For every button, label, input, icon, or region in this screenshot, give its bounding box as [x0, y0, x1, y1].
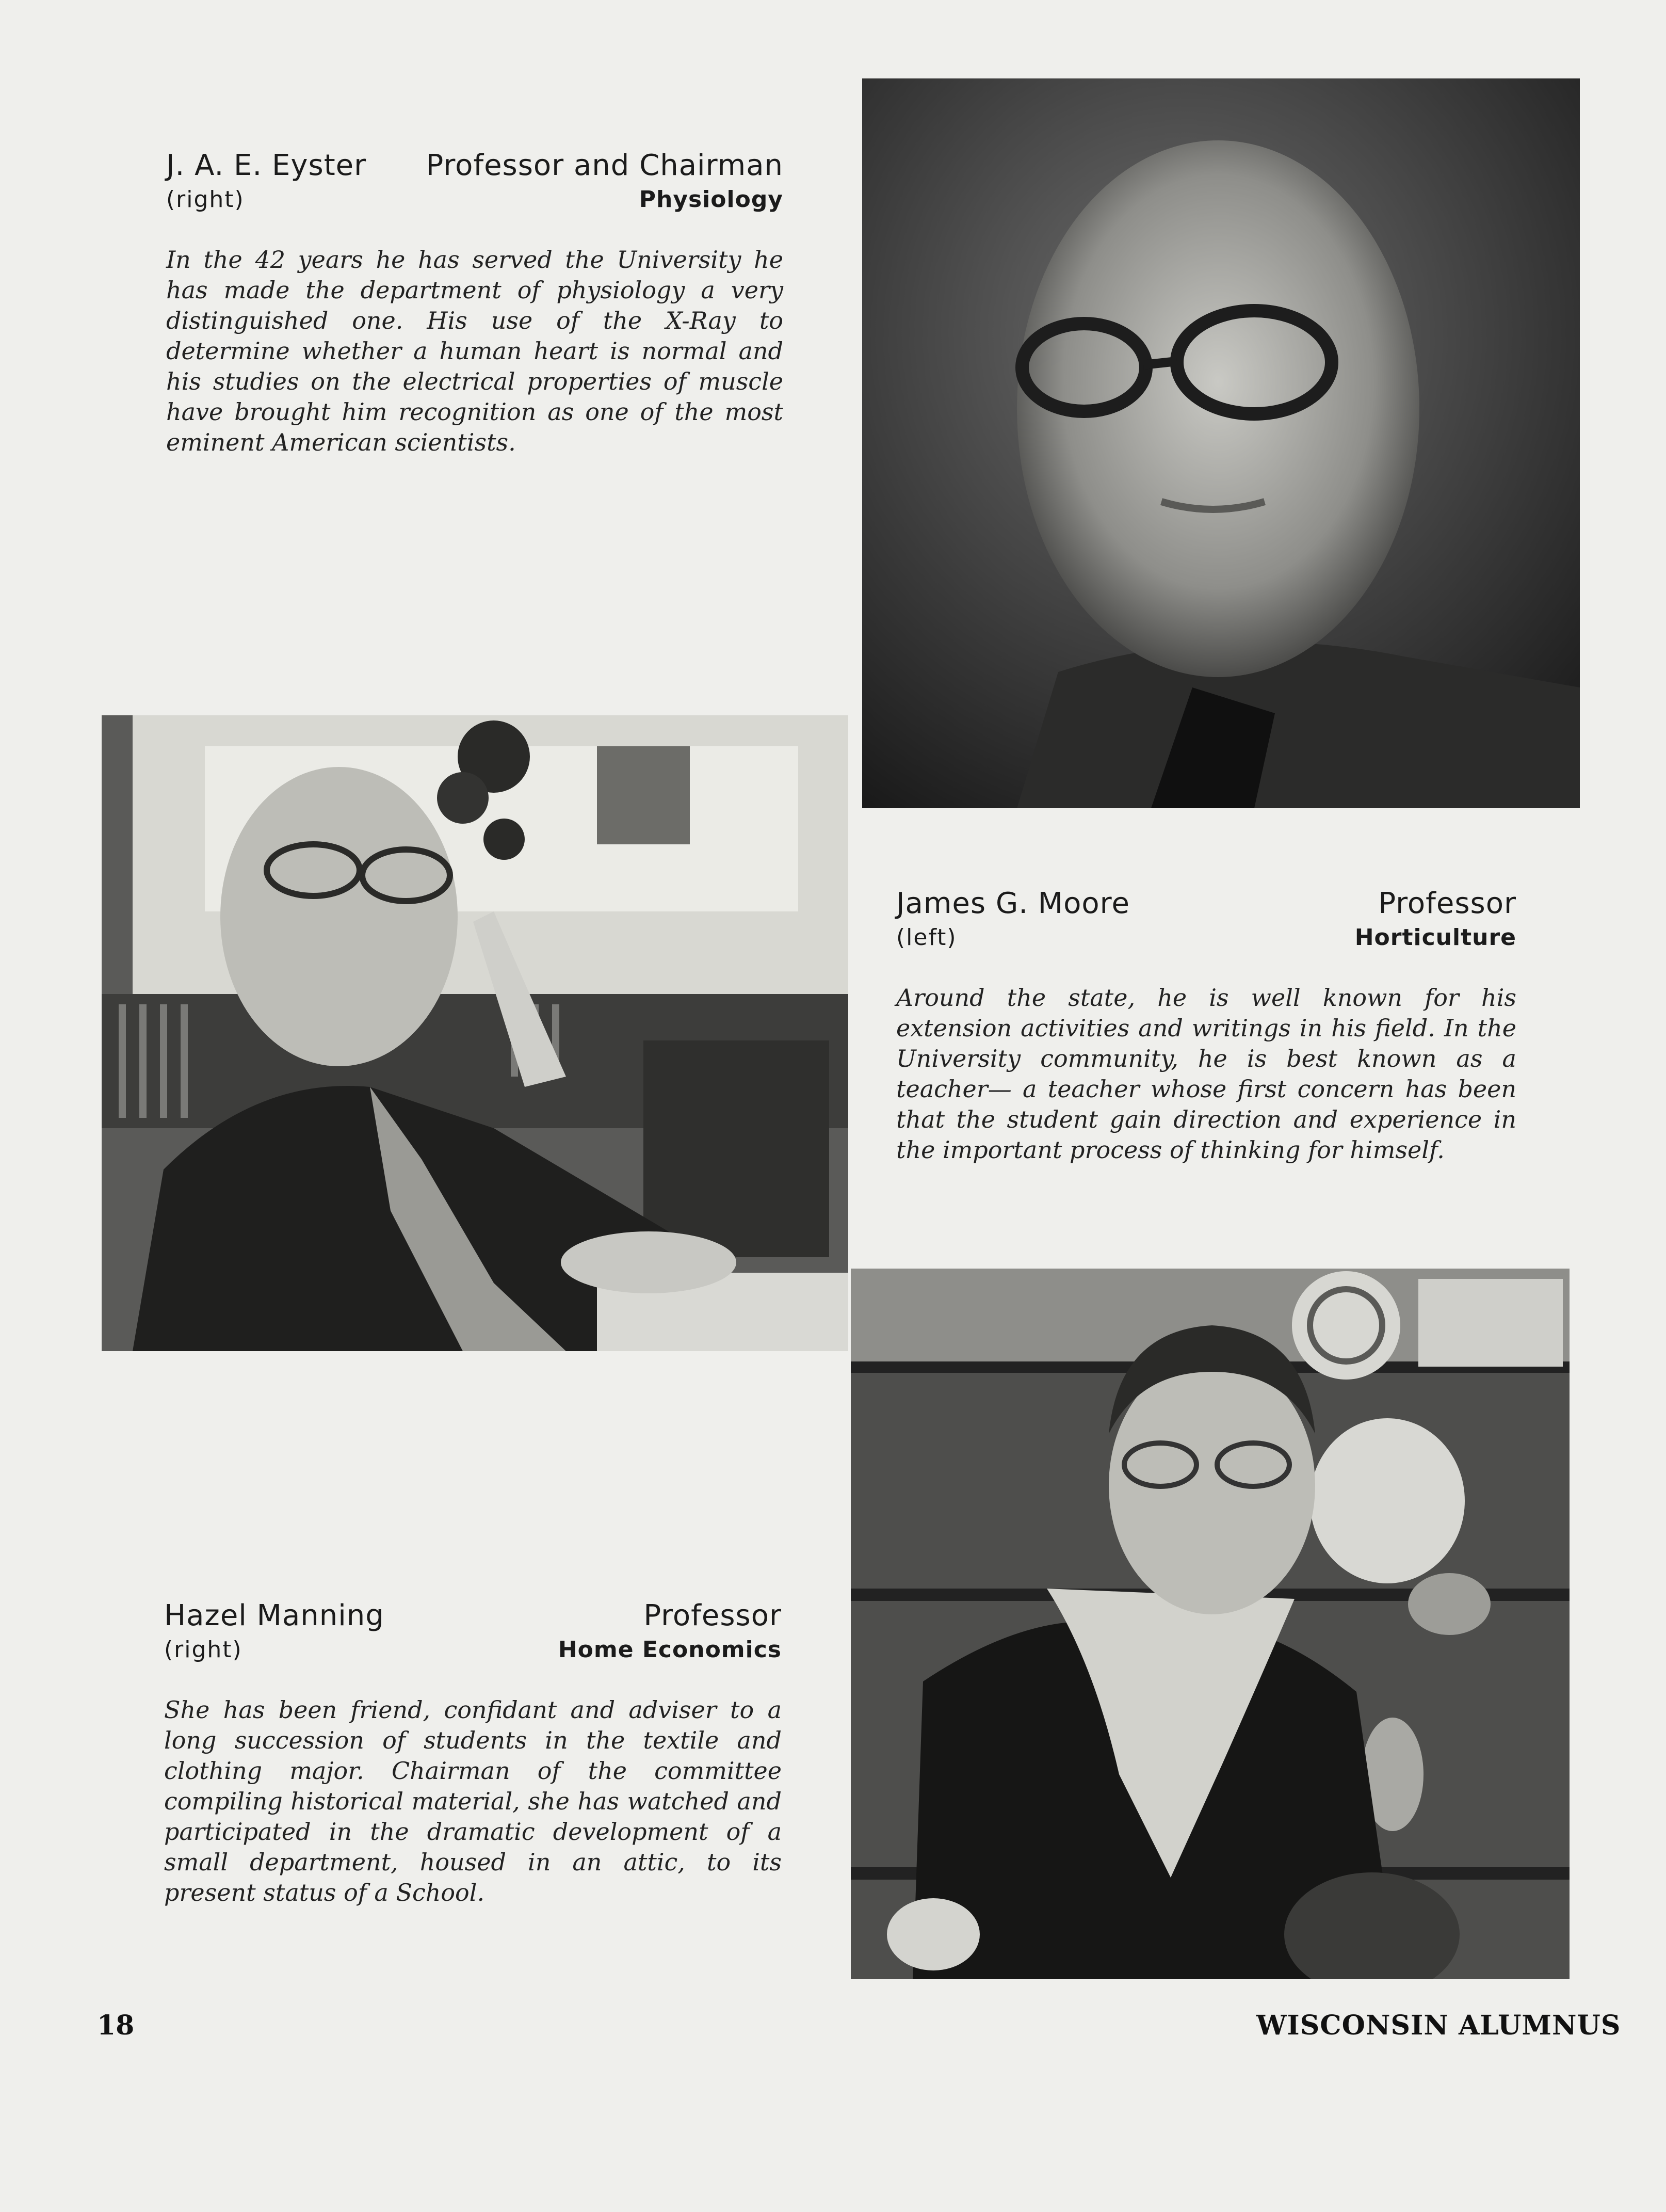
- profile-department: Horticulture: [1354, 924, 1516, 951]
- profile-name: Hazel Manning: [164, 1599, 384, 1632]
- bio-moore: [896, 887, 1516, 1165]
- profile-title: Professor and Chairman: [426, 149, 783, 182]
- profile-text: Around the state, he is well known for his extension activities and writings in his field. In the University community, he is best known as a teacher— a teacher whose first concern has been that the student gain direction and experience in the important process of thinking for himself.: [896, 984, 1516, 1164]
- profile-position: (right): [164, 1637, 242, 1663]
- profile-name: James G. Moore: [896, 887, 1130, 920]
- bio-eyster: [166, 149, 783, 458]
- profile-title: Professor: [1378, 887, 1516, 920]
- page-number: 18: [97, 2010, 135, 2041]
- profile-department: Physiology: [639, 186, 783, 213]
- magazine-name: WISCONSIN ALUMNUS: [1256, 2010, 1621, 2041]
- profile-text: In the 42 years he has served the University he has made the department of physiology a very distinguished one. His use of the X-Ray to determine whether a human heart is normal and his studies on the electrical properties of muscle have brought him recognition as one of the most eminent American scientists.: [166, 246, 783, 456]
- bio-manning: [164, 1599, 782, 1908]
- profile-name: J. A. E. Eyster: [166, 149, 367, 182]
- profile-position: (right): [166, 186, 245, 213]
- portrait-photo-eyster: [862, 78, 1580, 808]
- portrait-photo-manning: [851, 1269, 1570, 1979]
- profile-text: She has been friend, confidant and adviser to a long succession of students in the textile and clothing major. Chairman of the committee compiling historical material, she has watched and participated in the dramatic development of a small department, housed in an attic, to its present status of a School.: [164, 1696, 782, 1906]
- portrait-photo-moore: [102, 715, 848, 1351]
- profile-department: Home Economics: [558, 1637, 782, 1663]
- profile-title: Professor: [643, 1599, 782, 1632]
- profile-position: (left): [896, 924, 957, 951]
